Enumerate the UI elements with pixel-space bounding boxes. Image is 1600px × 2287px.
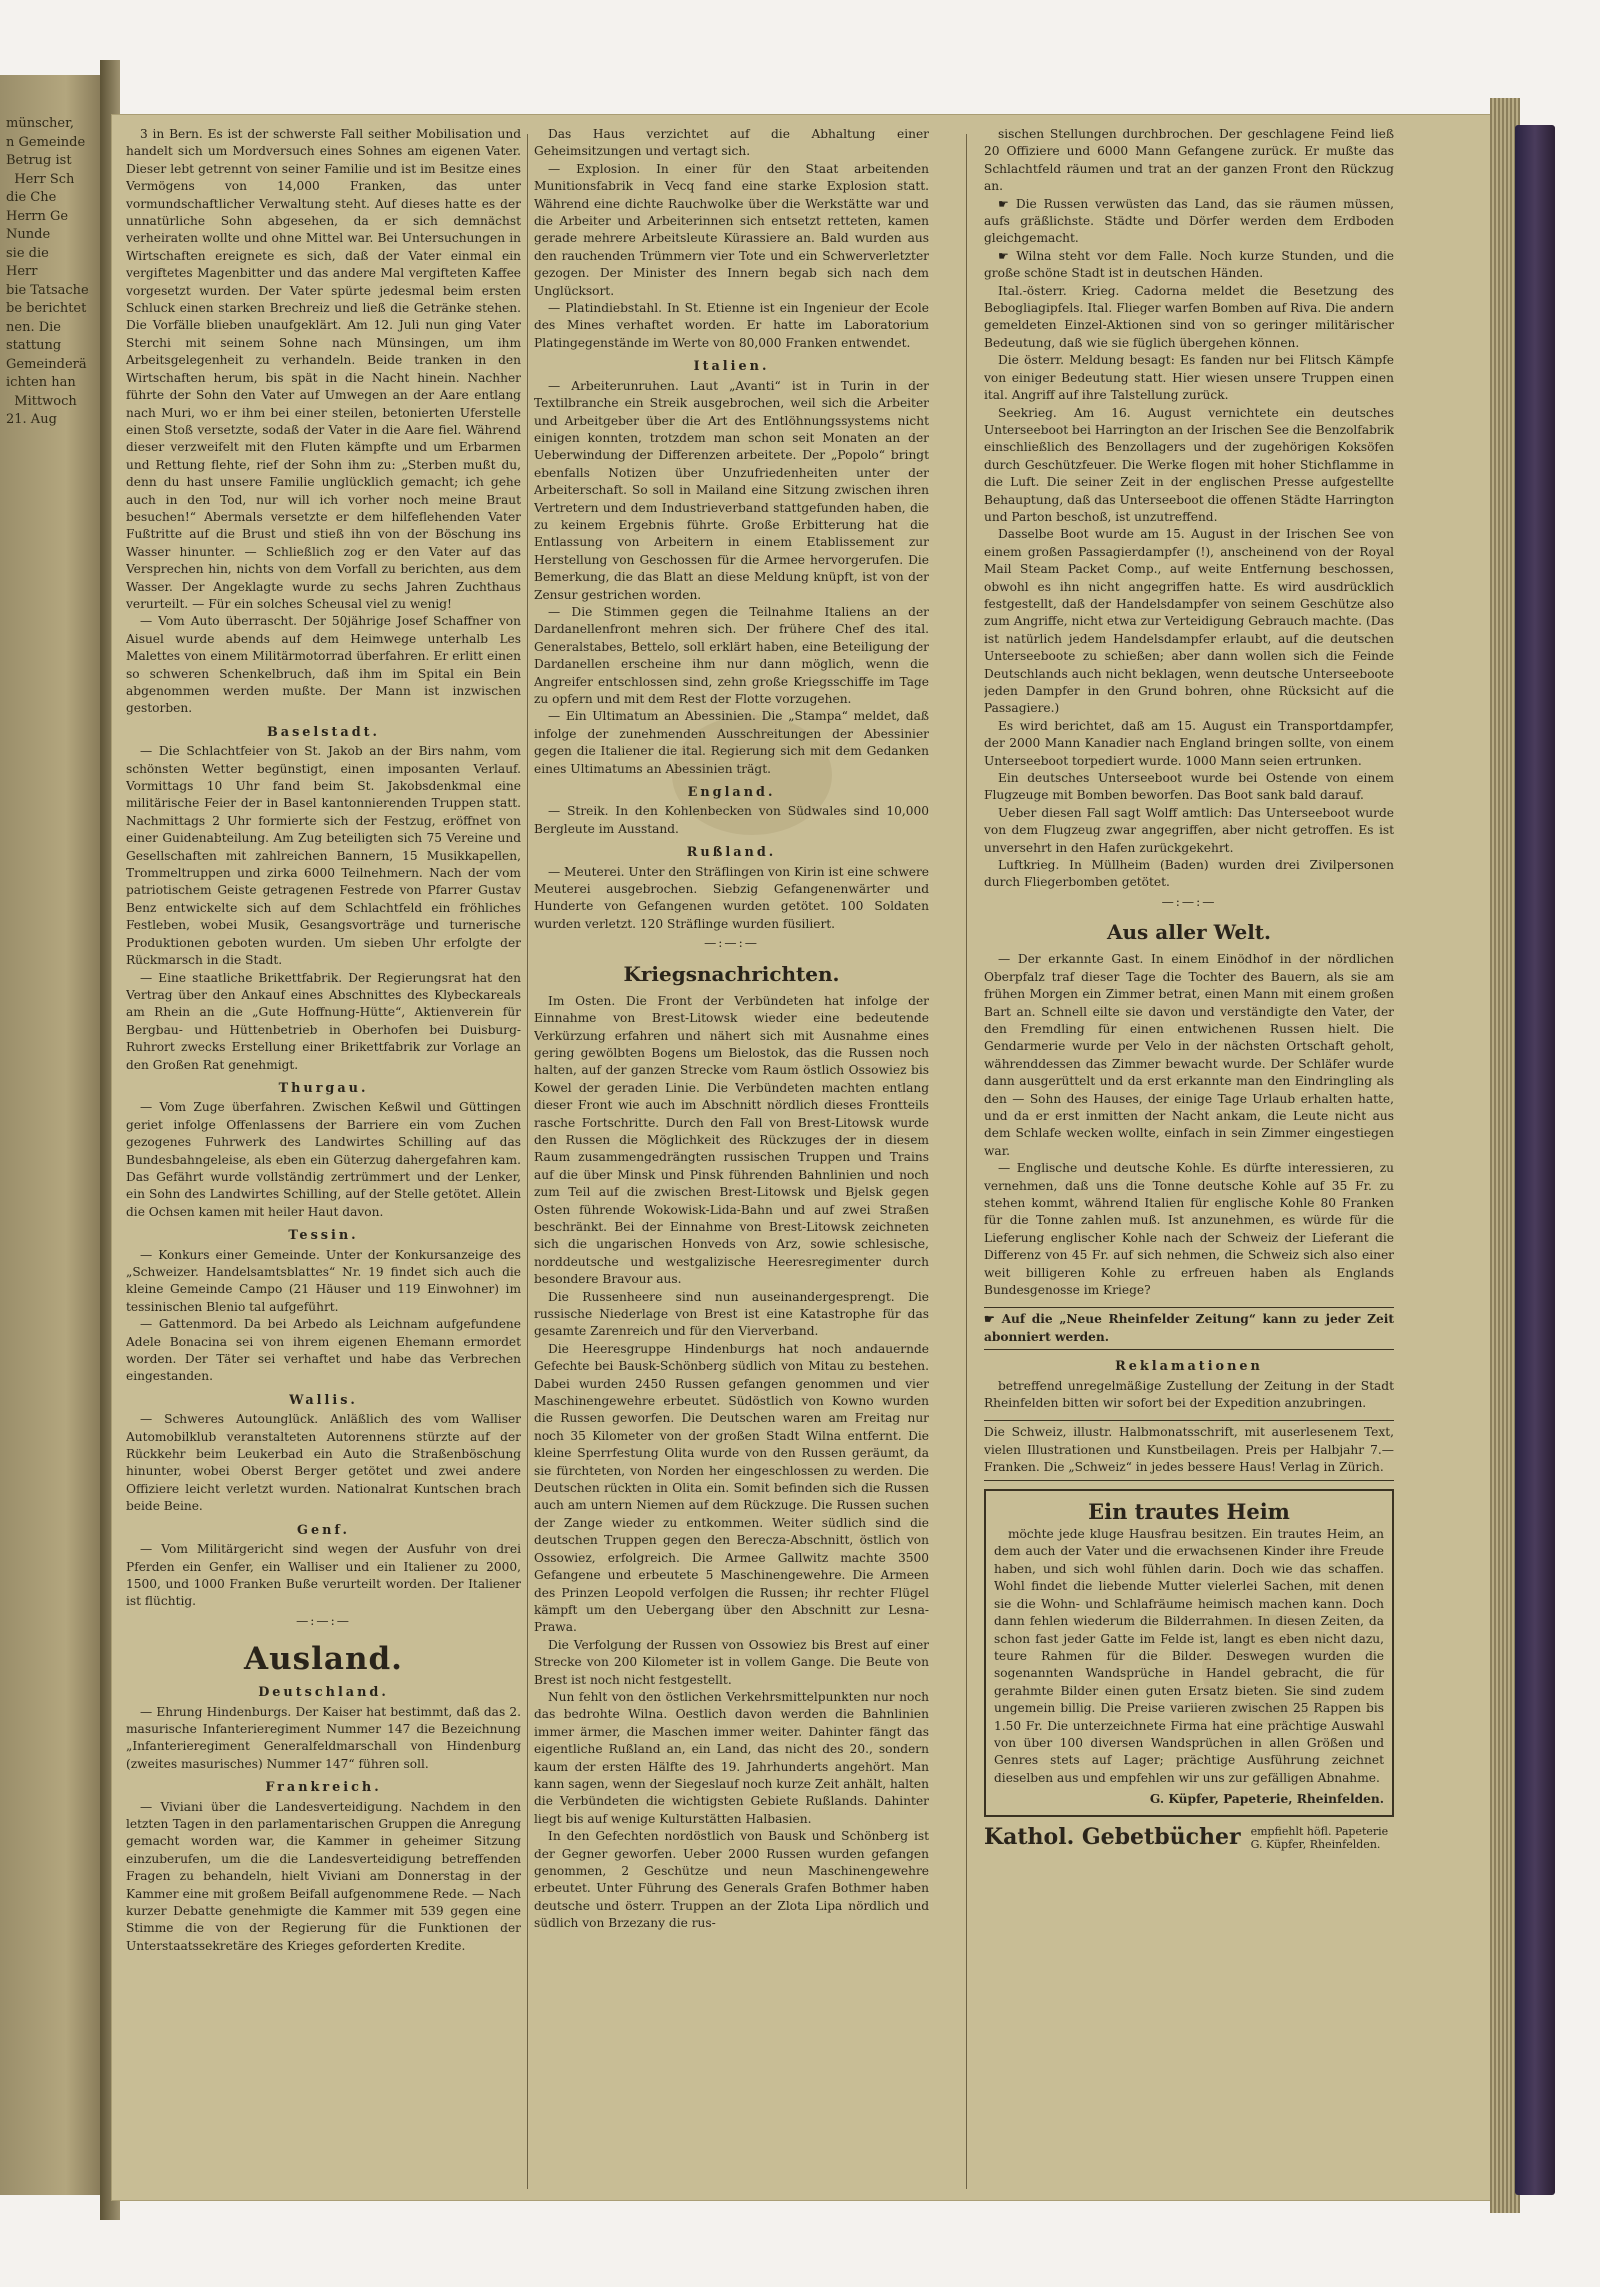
previous-page-strip — [0, 75, 110, 2195]
subscription-notice: ☛ Auf die „Neue Rheinfelder Zeitung“ kann zu jeder Zeit abonniert werden. — [984, 1307, 1394, 1350]
article-ital-oesterr: Ital.-österr. Krieg. Cadorna meldet die Besetzung des Bebogliagipfels. Ital. Flieger warfen Bomben auf Riva. Die andern gemeldeten Einzel-Aktionen sind von so geringer militärischer Bedeutung, daß wie sie füglich übergehen können. — [984, 283, 1394, 350]
ad-title: Ein trautes Heim — [1088, 1498, 1290, 1524]
pointing-hand-icon: ☛ — [998, 248, 1017, 263]
separator: —:—:— — [1161, 894, 1217, 909]
article-russen-verwuesten: ☛ Die Russen verwüsten das Land, das sie räumen müssen, aufs gräßlichste. Städte und Dörfer werden dem Erdboden gleichgemacht. — [984, 196, 1394, 246]
heading-aus-aller-welt: Aus aller Welt. — [1106, 920, 1271, 945]
article-haus: Das Haus verzichtet auf die Abhaltung einer Geheimsitzungen und vertagt sich. — [534, 127, 929, 159]
column-rule — [527, 134, 528, 2189]
article-hindenburg-gruppe: Die Heeresgruppe Hindenburgs hat noch andauernde Gefechte bei Bausk-Schönberg südlich von Mitau zu bestehen. Dabei wurden 2450 Russen gefangen genommen und vier Maschinengewehre erbeutet. Südöstlich von Kowno wurden die Russen geworfen. Die Deutschen waren am Freitag nur noch 35 Kilometer von der großen Stadt Wilna entfernt. Die kleine Sperrfestung Olita wurde von den Russen geräumt, da sie fürchteten, von Norden her eingeschlossen zu werden. Die Deutschen rückten in Olita ein. Somit befinden sich die Russen auch am untern Niemen auf dem Rückzuge. Die Russen suchen der Zange wieder zu entkommen. Weiter südlich sind die deutschen Truppen gegen den Berecza-Abschnitt, östlich von Ossowiez, erfolgreich. Die Armee Gallwitz machte 3500 Gefangene und erbeutete 5 Maschinengewehre. Die Armeen des Prinzen Leopold verfolgen die Russen; ihr rechter Flügel kämpft um den Uebergang über den Abschnitt zur Lesna-Prawa. — [534, 1341, 929, 1635]
article-oesterr-meldung: Die österr. Meldung besagt: Es fanden nur bei Flitsch Kämpfe von einiger Bedeutung statt. Hier wiesen unsere Truppen einen ital. Angriff auf ihre Talstellung zurück. — [984, 353, 1394, 403]
article-viviani: — Viviani über die Landesverteidigung. Nachdem in den letzten Tagen in den parlamentarischen Gruppen die Anregung gemacht worden war, die Kammer in geheimer Sitzung einzuberufen, um die die Landesverteidigung betreffenden Fragen zu behandeln, hielt Viviani am Donnerstag in der Kammer eine mit großem Beifall aufgenommene Rede. — Nach kurzer Debatte genehmigte die Kammer mit 539 gegen eine Stimme die von der Regierung für die Funktionen der Unterstaatssekretäre des Krieges geforderten Kredite. — [126, 1799, 521, 1953]
article-abessinien: — Ein Ultimatum an Abessinien. Die „Stampa“ meldet, daß infolge der zunehmenden Ausschreitungen der Abessinier gegen die Italiener die ital. Regierung sich mit dem Gedanken eines Ultimatums an Abessinien trägt. — [534, 709, 929, 776]
article-kohle: — Englische und deutsche Kohle. Es dürfte interessieren, zu vernehmen, daß uns die Tonne deutsche Kohle auf 35 Fr. zu stehen kommt, während Italien für englische Kohle 80 Franken für die Tonne zahlen muß. Ist anzunehmen, es würde für die Lieferung englischer Kohle nach der Schweiz der Lieferant die Differenz von 45 Fr. auf sich nehmen, die Schweiz sich also einer weit billigeren Kohle zu erfreuen haben als Englands Bundesgenosse im Kriege? — [984, 1161, 1394, 1297]
article-unterseeboot: Ein deutsches Unterseeboot wurde bei Ostende von einem Flugzeuge mit Bomben beworfen. Das Boot sank bald darauf. — [984, 771, 1394, 803]
heading-reklamationen: Reklamationen — [1115, 1359, 1263, 1375]
article-auto: — Vom Auto überrascht. Der 50jährige Josef Schaffner von Aisuel wurde abends auf dem Heimwege unterhalb Les Malettes von einem Militärmotorrad überfahren. Er erlitt einen so schweren Schenkelbruch, daß ihm im Spital ein Bein abgenommen werden mußte. Der Mann ist inzwischen gestorben. — [126, 614, 521, 716]
heading-tessin: Tessin. — [288, 1228, 359, 1244]
article-brikettfabrik: — Eine staatliche Brikettfabrik. Der Regierungsrat hat den Vertrag über den Ankauf eines Abschnittes des Klybeckareals am Rhein an die „Gute Hoffnung-Hütte“, Aktienverein für Bergbau- und Hüttenbetrieb in Oberhofen bei Duisburg-Ruhrort zwecks Erstellung einer Brikettfabrik zur Vorlage an den Großen Rat genehmigt. — [126, 970, 521, 1072]
article-arbeiterunruhen: — Arbeiterunruhen. Laut „Avanti“ ist in Turin in der Textilbranche ein Streik ausgebrochen, weil sich die Arbeiter und Arbeitgeber über die Art des Entlöhnungssystems nicht einigen konnten, trotzdem man schon seit Monaten an der Ueberwindung der Differenzen arbeitete. Der „Popolo“ bringt ebenfalls Notizen über Unzufriedenheiten unter der Arbeiterschaft. So soll in Mailand eine Sitzung zwischen ihren Vertretern und dem Industrieverband stattgefunden haben, die zu keinem Ergebnis führte. Große Erbitterung hat die Entlassung von Arbeitern in einem Etablissement zur Herstellung von Geschossen für die Armee hervorgerufen. Die Bemerkung, die das Blatt an diese Meldung knüpft, ist von der Zensur gestrichen worden. — [534, 378, 929, 602]
article-explosion: — Explosion. In einer für den Staat arbeitenden Munitionsfabrik in Vecq fand eine starke Explosion statt. Während eine dichte Rauchwolke über die Werkstätte war und die Arbeiter und Arbeiterinnen sich entsetzt retteten, kamen gerade mehrere Arbeitsleute Kürassiere an. Bald wurden aus den rauchenden Trümmern vier Tote und ein Schwerverletzter gezogen. Der Minister des Innern begab sich nach dem Unglücksort. — [534, 161, 929, 298]
article-wilna-fall: ☛ Wilna steht vor dem Falle. Noch kurze Stunden, und die große schöne Stadt ist in deutschen Händen. — [984, 248, 1394, 281]
article-luftkrieg: Luftkrieg. In Müllheim (Baden) wurden drei Zivilpersonen durch Fliegerbomben getötet. — [984, 858, 1394, 890]
book-binding — [1515, 125, 1555, 2195]
gebetbuecher-text: empfiehlt höfl. Papeterie G. Küpfer, Rheinfelden. — [1250, 1824, 1389, 1851]
gebetbuecher-ad — [984, 1825, 1394, 1851]
heading-genf: Genf. — [297, 1522, 350, 1538]
article-zug: — Vom Zuge überfahren. Zwischen Keßwil und Güttingen geriet infolge Offenlassens der Barriere ein vom Zuchen gezogenes Fuhrwerk des Landwirtes Schilling auf das Bundesbahngeleise, als eben ein Güterzug dahergefahren kam. Das Gefährt wurde vollständig zertrümmert und der Lenker, ein Sohn des Landwirtes Schilling, auf der Stelle getötet. Allein die Ochsen kamen mit heiler Haut davon. — [126, 1100, 521, 1219]
column-2 — [534, 126, 929, 2186]
gebetbuecher-title: Kathol. Gebetbücher — [984, 1823, 1241, 1850]
article-platin: — Platindiebstahl. In St. Etienne ist ein Ingenieur der Ecole des Mines verhaftet worden. Er hatte im Laboratorium Platingegenstände im Werte von 80,000 Franken entwendet. — [534, 301, 929, 350]
ad-signature: G. Küpfer, Papeterie, Rheinfelden. — [1149, 1792, 1384, 1807]
article-wilna: Nun fehlt von den östlichen Verkehrsmittelpunkten nur noch das bedrohte Wilna. Oestlich davon werden die Bahnlinien immer ärmer, die Maschen immer weiter. Dahinter fängt das eigentliche Rußland an, ein Land, das nicht des 20., sondern kaum der ersten Hälfte des 19. Jahrhunderts angehört. Man kann sagen, wenn der Siegeslauf noch kurze Zeit anhält, halten die Verbündeten die wichtigsten Gebiete Rußlands. Dahinter liegt bis auf wenige Kulturstätten Halbasien. — [534, 1689, 929, 1826]
heading-italien: Italien. — [693, 359, 770, 375]
pointing-hand-icon: ☛ — [984, 1312, 1002, 1327]
article-streik: — Streik. In den Kohlenbecken von Südwales sind 10,000 Bergleute im Ausstand. — [534, 804, 929, 836]
article-osten: Im Osten. Die Front der Verbündeten hat infolge der Einnahme von Brest-Litowsk wieder eine bedeutende Verkürzung erfahren und nähert sich mit Ausnahme eines gering gewölbten Bogens um Bielostok, das die Russen noch halten, auf der ganzen Strecke vom Raum östlich Ossowiez bis Kowel der geraden Linie. Die Verbündeten machten entlang dieser Front wie auch im Abschnitt nördlich dieses Frontteils rasche Fortschritte. Durch den Fall von Brest-Litowsk wurde den Russen die Möglichkeit des Rückzuges der in diesem Raum zusammengedrängten russischen Truppen und Trains auf die über Minsk und Pinsk führenden Bahnlinien und noch zum Teil auf die zwischen Brest-Litowsk und Bjelsk gegen Osten führende Wokowisk-Lida-Bahn und auf zwei Straßen beschränkt. Bei der Einnahme von Brest-Litowsk zeichneten sich die ungarischen Honveds von Arz, sowie schlesische, norddeutsche und westgalizische Heeresregimenter durch besondere Bravour aus. — [534, 993, 929, 1287]
article-transportdampfer: Es wird berichtet, daß am 15. August ein Transportdampfer, der 2000 Mann Kanadier nach England bringen sollte, von einem Unterseeboot torpediert wurde. 1000 Mann seien ertrunken. — [984, 718, 1394, 768]
separator: —:—:— — [704, 936, 759, 951]
article-hindenburg: — Ehrung Hindenburgs. Der Kaiser hat bestimmt, daß das 2. masurische Infanterieregiment Nummer 147 die Bezeichnung „Infanterieregiment Generalfeldmarschall von Hindenburg (zweites masurisches) Nummer 147“ führen soll. — [126, 1704, 521, 1771]
article-schlachtfeier: — Die Schlachtfeier von St. Jakob an der Birs nahm, vom schönsten Wetter begünstigt, einen imposanten Verlauf. Vormittags 10 Uhr fand beim St. Jakobsdenkmal eine militärische Feier der in Basel kantonnierenden Truppen statt. Nachmittags 2 Uhr formierte sich der Festzug, eröffnet von einer Guidenabteilung. Am Zug beteiligten sich 75 Vereine und Gesellschaften mit zahlreichen Bannern, 15 Musikkapellen, Trommeltruppen und zirka 6000 Teilnehmern. Nach der vom patriotischem Geiste getragenen Festrede von Pfarrer Gustav Benz entwickelte sich auf dem Schlachtfeld ein fröhliches Festleben, wobei Musik, Gesangsvorträge und turnerische Produktionen geboten wurden. Um sieben Uhr erfolgte der Rückmarsch in die Stadt. — [126, 744, 521, 968]
article-verfolgung: Die Verfolgung der Russen von Ossowiez bis Brest auf einer Strecke von 200 Kilometer ist in vollem Gange. Die Beute von Brest ist noch nicht festgestellt. — [534, 1637, 929, 1687]
article-russenheere: Die Russenheere sind nun auseinandergesprengt. Die russische Niederlage von Brest ist eine Katastrophe für das gesamte Zarenreich und für den Vierverband. — [534, 1289, 929, 1339]
schweiz-ad: Die Schweiz, illustr. Halbmonatsschrift, mit auserlesenem Text, vielen Illustrationen und Kunstbeilagen. Preis per Halbjahr 7.— Franken. Die „Schweiz“ in jedes bessere Haus! Verlag in Zürich. — [984, 1420, 1394, 1480]
reklamationen-text: betreffend unregelmäßige Zustellung der Zeitung in der Stadt Rheinfelden bitten wir sofort bei der Expedition anzubringen. — [984, 1378, 1394, 1411]
pointing-hand-icon: ☛ — [998, 196, 1016, 211]
article-dardanellen: — Die Stimmen gegen die Teilnahme Italiens an der Dardanellenfront mehren sich. Der frühere Chef des ital. Generalstabes, Bettelo, soll erklärt haben, eine Beteiligung der Dardanellen erscheine ihm nur dann möglich, wenn die Angreifer entschlossen sind, zehn große Kriegsschiffe im Tage zu opfern und mit dem Rest der Flotte vorzugehen. — [534, 604, 929, 706]
column-rule — [966, 134, 967, 2189]
heading-baselstadt: Baselstadt. — [266, 724, 381, 740]
heading-thurgau: Thurgau. — [278, 1080, 369, 1096]
heading-wallis: Wallis. — [289, 1392, 358, 1408]
article-meuterei: — Meuterei. Unter den Sträflingen von Kirin ist eine schwere Meuterei ausgebrochen. Siebzig Gefangenenwärter und Hunderte von Gefangenen wurden getötet. 100 Soldaten wurden verletzt. 120 Sträflinge wurden füsiliert. — [534, 864, 929, 931]
article-sterchi: 3 in Bern. Es ist der schwerste Fall seither Mobilisation und handelt sich um Mordversuch eines Sohnes am eigenen Vater. Dieser lebt getrennt von seiner Familie und ist im Besitze eines Vermögens von 14,000 Franken, das unter vormundschaftlicher Verwaltung steht. Auf dieses hatte es der unnatürliche Sohn abgesehen, da er sich demnächst verheiraten wollte und ohne Mittel war. Bei Untersuchungen in Wirtschaften ereignete es sich, daß der Vater einmal ein vergiftetes Magenbitter und das andere Mal vergifteten Kaffee vorgesetzt wurden. Der Vater spürte jedesmal beim ersten Schluck einen starken Brechreiz und ließ die Getränke stehen. Die Vorfälle blieben unaufgeklärt. Am 12. Juli nun ging Vater Sterchi mit seinem Sohne nach Münsingen, um ihm Arbeitsgelegenheit zu verhandeln. Beide tranken in den Wirtschaften herum, bis spät in die Nacht hinein. Nachher führte der Sohn den Vater auf Umwegen an der Aare entlang nach Muri, wo er ihm bei einer steilen, betonierten Uferstelle einen Stoß versetzte, sodaß der Vater in die Aare fiel. Während dieser verzweifelt mit den Fluten kämpfte und um Erbarmen und Rettung flehte, rief der Sohn ihm zu: „Sterben mußt du, denn du hast unsere Familie unglücklich gemacht; ich gehe auch in den Tod, nur will ich vorher noch meine Braut besuchen!“ Abermals versetzte er dem hilfeflehenden Vater Fußtritte auf die Brust und stieß ihn von der Böschung ins Wasser hinunter. — Schließlich zog er den Vater auf das Versprechen hin, nichts von dem Vorfall zu berichten, aus dem Wasser. Der Angeklagte wurde zu sechs Jahren Zuchthaus verurteilt. — Für ein solches Scheusal viel zu wenig! — [126, 127, 521, 611]
column-3 — [984, 126, 1394, 2186]
separator: —:—:— — [296, 1613, 351, 1628]
article-erkannte-gast: — Der erkannte Gast. In einem Einödhof in der nördlichen Oberpfalz traf dieser Tage die Tochter des Bauern, als sie am frühen Morgen ein Zimmer betrat, einen Mann mit einem großen Bart an. Schnell eilte sie davon und verständigte den Vater, der den Fremdling für einen entwichenen Russen hielt. Die Gendarmerie wurde per Velo in der nächsten Ortschaft geholt, währenddessen das Zimmer bewacht wurde. Der Schläfer wurde dann ausgerüttelt und da erst erkannte man den Eindringling als den — Sohn des Hauses, der einige Tage Urlaub erhalten hatte, und da er erst inmitten der Nacht ankam, die Leute nicht aus dem Schlafe wecken wollte, einfach in sein Zimmer eingestiegen war. — [984, 952, 1394, 1158]
ad-text: möchte jede kluge Hausfrau besitzen. Ein trautes Heim, an dem auch der Vater und die erwachsenen Kinder ihre Freude haben, und sich wohl fühlen darin. Doch wie das schaffen. Wohl findet die liebende Mutter vielerlei Sachen, mit denen sie die Wohn- und Schlafräume heimisch machen kann. Doch dann fehlen wiederum die Bilderrahmen. In diesen Zeiten, da schon fast jeder Gatte im Felde ist, langt es eben nicht dazu, teure Rahmen für die Bilder. Deswegen wurden die sogenannten Wandsprüche in Handel gebracht, die für gerahmte Bilder einen guten Ersatz bieten. Sie sind zudem ungemein billig. Die Preise variieren zwischen 25 Rappen bis 1.50 Fr. Die unterzeichnete Firma hat eine prächtige Auswahl von über 100 diversen Wandsprüchen in allen Größen und Genres stets auf Lager; prächtige Ausführung zeichnet dieselben aus und empfehlen wir uns zur gefälligen Abnahme. — [994, 1527, 1384, 1785]
article-wolff: Ueber diesen Fall sagt Wolff amtlich: Das Unterseeboot wurde von dem Flugzeug zwar angegriffen, aber nicht getroffen. Es ist unversehrt in den Hafen zurückgekehrt. — [984, 805, 1394, 855]
heading-england: England. — [687, 785, 776, 801]
article-militaergericht: — Vom Militärgericht sind wegen der Ausfuhr von drei Pferden ein Genfer, ein Walliser und ein Italiener zu 2000, 1500, und 1000 Franken Buße verurteilt worden. Der Italiener ist flüchtig. — [126, 1542, 521, 1609]
trautes-heim-ad — [984, 1489, 1394, 1817]
heading-russland: Rußland. — [686, 845, 777, 861]
article-autounglueck: — Schweres Autounglück. Anläßlich des vom Walliser Automobilklub veranstalteten Autorennens stürzte auf der Rückkehr beim Leukerbad ein Auto die Straßenböschung hinunter, wobei Oberst Berger getötet und zwei andere Offiziere leicht verletzt wurden. Nationalrat Kuntschen brach beide Beine. — [126, 1412, 521, 1514]
article-gattenmord: — Gattenmord. Da bei Arbedo als Leichnam aufgefundene Adele Bonacina sei von ihrem eigenen Ehemann ermordet worden. Der Täter sei verhaftet und habe das Verbrechen eingestanden. — [126, 1317, 521, 1384]
heading-ausland: Ausland. — [244, 1641, 403, 1678]
previous-page-fragment: münscher, n Gemeinde Betrug ist Herr Sch die Che Herrn Ge Nunde sie die Herr bie Tatsache be berichtet nen. Die stattung Gemeinderä ichten han Mittwoch 21. Aug — [6, 116, 89, 427]
column-1 — [126, 126, 521, 2186]
article-stellungen: sischen Stellungen durchbrochen. Der geschlagene Feind ließ 20 Offiziere und 6000 Mann Gefangene zurück. Er mußte das Schlachtfeld räumen und trat an der ganzen Front den Rückzug an. — [984, 127, 1394, 194]
heading-frankreich: Frankreich. — [265, 1780, 382, 1796]
article-passagierdampfer: Dasselbe Boot wurde am 15. August in der Irischen See von einem großen Passagierdampfer (!), anscheinend von der Royal Mail Steam Packet Comp., auf weite Entfernung beschossen, obwohl es ihn nicht angegriffen hatte. Es wird ausdrücklich festgestellt, daß der Handelsdampfer von seinem Geschütze also zum Angriffe, nicht etwa zur Verteidigung Gebrauch machte. (Das ist natürlich jedem Handelsdampfer erlaubt, auf die deutschen Unterseeboote zu schießen; aber dann wollen sich die Feinde Deutschlands auch nicht beklagen, wenn deutsche Unterseeboote jeden Dampfer in den Grund bohren, ohne Rücksicht auf die Passagiere.) — [984, 527, 1394, 716]
columns — [126, 126, 1471, 2196]
heading-kriegsnachrichten: Kriegsnachrichten. — [623, 961, 840, 986]
heading-deutschland: Deutschland. — [258, 1685, 389, 1701]
article-bausk: In den Gefechten nordöstlich von Bausk und Schönberg ist der Gegner geworfen. Ueber 2000 Russen wurden gefangen genommen, 2 Geschütze und neun Maschinengewehre erbeutet. Unter Führung des Generals Grafen Bothmer haben deutsche und österr. Truppen an der Zlota Lipa nördlich und südlich von Brzezany die rus- — [534, 1829, 929, 1931]
article-konkurs: — Konkurs einer Gemeinde. Unter der Konkursanzeige des „Schweizer. Handelsamtsblattes“ Nr. 19 findet sich auch die kleine Gemeinde Campo (21 Häuser und 119 Einwohner) im tessinischen Blenio tal aufgeführt. — [126, 1247, 521, 1314]
article-seekrieg: Seekrieg. Am 16. August vernichtete ein deutsches Unterseeboot bei Harrington an der Irischen See die Benzolfabrik einschließlich des Benzollagers und der zugehörigen Koksöfen durch Geschützfeuer. Die Werke flogen mit hoher Stichflamme in die Luft. Die seiner Zeit in der englischen Presse aufgestellte Behauptung, daß das Unterseeboot die offenen Städte Harrington und Parton beschoß, ist unzutreffend. — [984, 405, 1394, 524]
